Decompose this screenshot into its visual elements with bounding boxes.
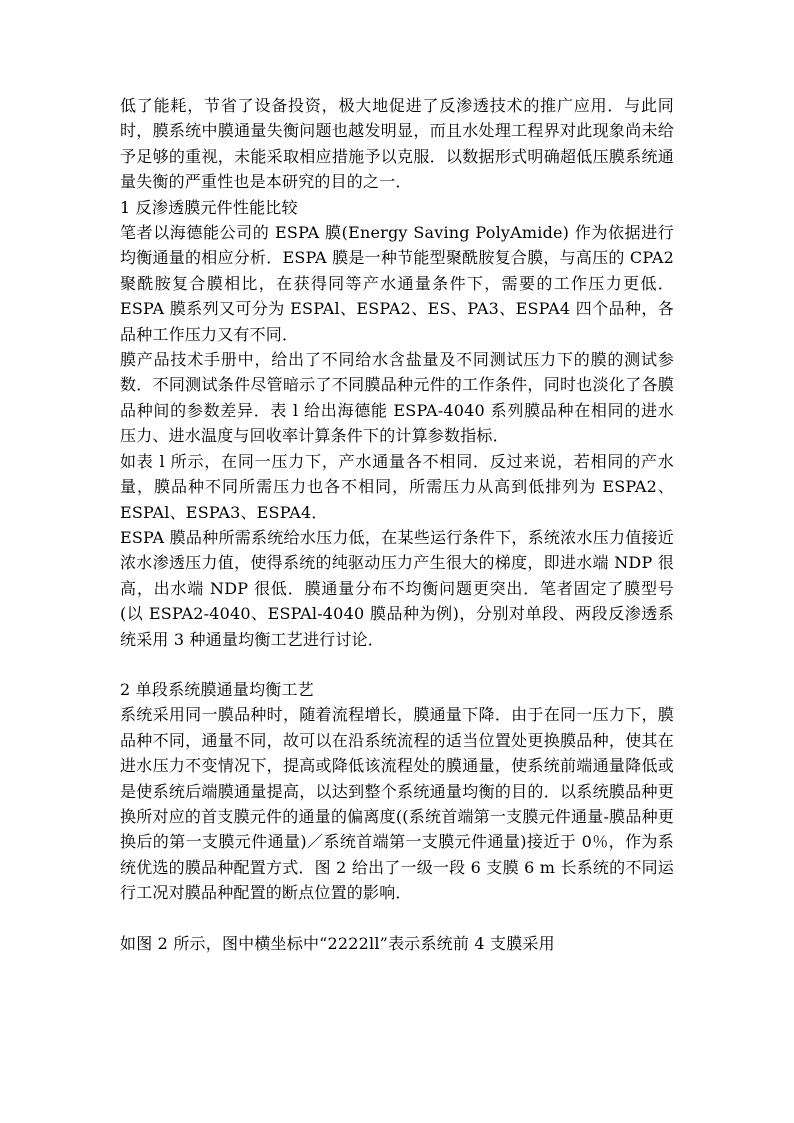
- blank-line: [120, 652, 674, 677]
- paragraph-espa-pressure: ESPA 膜品种所需系统给水压力低，在某些运行条件下，系统浓水压力值接近浓水渗透压力值，使得系统的纯驱动压力产生很大的梯度，即进水端 NDP 很高，出水端 NDP 很低．膜通量分布不均衡问题更突出．笔者固定了膜型号(以 ESPA2-4040、ESPAl-4040 膜品种为例)，分别对单段、两段反渗透系统采用 3 种通量均衡工艺进行讨论．: [120, 527, 674, 649]
- section-heading-1: 1 反渗透膜元件性能比较: [120, 197, 298, 217]
- paragraph-figure2: 如图 2 所示，图中横坐标中“2222ll”表示系统前 4 支膜采用: [120, 933, 555, 953]
- section-heading-2: 2 单段系统膜通量均衡工艺: [120, 679, 314, 699]
- paragraph-intro: 低了能耗，节省了设备投资，极大地促进了反渗透技术的推广应用．与此同时，膜系统中膜通量失衡问题也越发明显，而且水处理工程界对此现象尚未给予足够的重视，未能采取相应措施予以克服．以数据形式明确超低压膜系统通量失衡的严重性也是本研究的目的之一．: [120, 96, 674, 192]
- document-body: [120, 93, 674, 956]
- paragraph-single-stage: 系统采用同一膜品种时，随着流程增长，膜通量下降．由于在同一压力下，膜品种不同，通量不同，故可以在沿系统流程的适当位置处更换膜品种，使其在进水压力不变情况下，提高或降低该流程处的膜通量，使系统前端通量降低或是使系统后端膜通量提高，以达到整个系统通量均衡的目的．以系统膜品种更换所对应的首支膜元件的通量的偏离度((系统首端第一支膜元件通量-膜品种更换后的第一支膜元件通量)／系统首端第一支膜元件通量)接近于 0％，作为系统优选的膜品种配置方式．图 2 给出了一级一段 6 支膜 6 m 长系统的不同运行工况对膜品种配置的断点位置的影响．: [120, 705, 674, 903]
- paragraph-espa-description: 笔者以海德能公司的 ESPA 膜(Energy Saving PolyAmide) 作为依据进行均衡通量的相应分析．ESPA 膜是一种节能型聚酰胺复合膜，与高压的 CPA2 聚酰胺复合膜相比，在获得同等产水通量条件下，需要的工作压力更低．ESPA 膜系列又可分为 ESPAl、ESPA2、ES、PA3、ESPA4 四个品种，各品种工作压力又有不同．: [120, 223, 674, 344]
- blank-line: [120, 906, 674, 931]
- paragraph-table1-analysis: 如表 l 所示，在同一压力下，产水通量各不相同．反过来说，若相同的产水量，膜品种不同所需压力也各不相同，所需压力从高到低排列为 ESPA2、ESPAl、ESPA3、ESPA4．: [120, 451, 674, 522]
- paragraph-technical-manual: 膜产品技术手册中，给出了不同给水含盐量及不同测试压力下的膜的测试参数．不同测试条件尽管暗示了不同膜品种元件的工作条件，同时也淡化了各膜品种间的参数差异．表 l 给出海德能 ESPA-4040 系列膜品种在相同的进水压力、进水温度与回收率计算条件下的计算参数指标．: [120, 350, 674, 446]
